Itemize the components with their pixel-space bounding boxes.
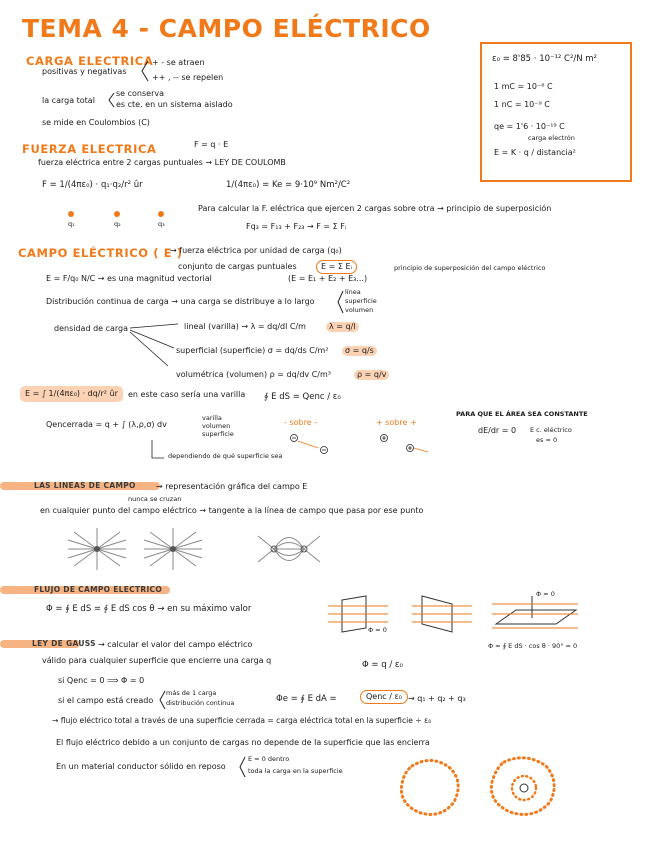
densidad-lineal-simple: λ = q/l [326,322,359,332]
gauss-heading: LEY DE GAUSS [32,639,96,648]
flux-diagram-2 [412,596,476,636]
campo-integral-note: en este caso sería una varilla [128,390,246,399]
flux-label-1: Φ = 0 [368,626,387,634]
gauss-valid: válido para cualquier superficie que encierre una carga q [42,656,272,665]
gauss-qenc: Qenc / ε₀ [360,690,408,704]
charge-dot-2 [114,211,120,217]
gauss-integral: ∮ E dS = Qenc / ε₀ [264,392,341,402]
densidad-volumetrica: volumétrica (volumen) ρ = dq/dv C/m³ [176,370,331,379]
lineas-tangente: en cualquier punto del campo eléctrico → tangente a la línea de campo que pasa por ese punto [40,506,424,515]
sobre-positivo: + sobre + [376,418,417,427]
charge-label-3: q₃ [158,220,165,228]
lineas-definition: → representación gráfica del campo E [156,482,308,491]
gauss-flujo: → flujo eléctrico total a través de una superficie cerrada = carga eléctrica total en la superficie ÷ ε₀ [52,716,432,725]
campo-heading: CAMPO ELÉCTRICO ( E ) [18,246,183,260]
sobre-negativo-diagram [290,432,350,458]
flux-phi-equation: Φ = ∮ E dS · cos θ · 90° = 0 [488,642,578,650]
sobre-negativo: - sobre - [284,418,318,427]
flux-diagram-3 [488,596,584,636]
fuerza-heading: FUERZA ELECTRICA [22,142,157,156]
densidad-superficial: superficial (superficie) σ = dq/ds C/m² [176,346,329,355]
conductor-brace [238,756,246,778]
conductor-blob-2 [488,756,560,818]
conductor-carga-superficie: toda la carga en la superficie [248,767,343,775]
constant-qe: qe = 1'6 · 10⁻¹⁹ C [494,122,565,131]
campo-conjunto-formula: E = Σ Eᵢ [316,260,357,274]
gauss-phi: Φ = q / ε₀ [362,660,403,670]
coulomb-constant: 1/(4πε₀) = Ke = 9·10⁹ Nm²/C² [226,180,351,190]
gauss-definition: → calcular el valor del campo eléctrico [98,640,253,649]
distribucion-continua: Distribución continua de carga → una carga se distribuye a lo largo [46,297,315,306]
qenc-option-volumen: volumen [202,422,231,430]
flujo-formula: Φ = ∮ E dS = ∮ E dS cos θ → en su máximo valor [46,604,252,614]
gauss-phi-e: Φe = ∮ E dA = [276,694,337,704]
dist-option-linea: línea [345,288,361,296]
carga-total-brace [107,92,115,108]
campo-vectorial: E = F/q₀ N/C → es una magnitud vectorial [46,274,212,283]
flujo-heading: FLUJO DE CAMPO ELECTRICO [34,585,163,594]
field-lines-dipole [254,526,324,572]
densidad-volumetrica-simple: ρ = q/v [354,370,389,380]
dist-option-volumen: volumen [345,306,374,314]
gauss-independiente: El flujo eléctrico debido a un conjunto de cargas no depende de la superficie que las encierra [56,738,430,747]
carga-units: se mide en Coulombios (C) [42,118,150,127]
campo-conjunto-sum: (E = E₁ + E₂ + E₃...) [288,274,368,283]
gauss-brace [158,690,166,710]
campo-integral: E = ∫ 1/(4πε₀) · dq/r² ûr [20,386,123,402]
fuerza-formula: F = q · E [194,140,229,149]
distribucion-brace [336,290,344,314]
constant-qe-note: carga electrón [528,134,575,142]
constant-e: E = K · q / distancia² [494,148,576,157]
area-constante: PARA QUE EL ÁREA SEA CONSTANTE [456,410,588,418]
flux-phi-zero: Φ = 0 [536,590,555,598]
gauss-sum: → q₁ + q₂ + q₃ [408,694,466,703]
charge-label-2: q₂ [114,220,121,228]
densidad-arrows [128,324,180,368]
campo-principio: principio de superposición del campo eléctrico [394,264,546,272]
fuerza-desc: fuerza eléctrica entre 2 cargas puntuales → LEY DE COULOMB [38,158,286,167]
charge-dot-3 [158,211,164,217]
charge-label-1: q₁ [68,220,75,228]
charge-dot-1 [68,211,74,217]
gauss-option-distribucion: distribución continua [166,699,235,707]
gauss-si-campo: si el campo está creado [58,696,154,705]
densidad-carga: densidad de carga [54,324,129,333]
dist-option-superficie: superficie [345,297,377,305]
page-title: TEMA 4 - CAMPO ELÉCTRICO [22,14,431,43]
lineas-heading: LAS LINEAS DE CAMPO [34,481,136,490]
gauss-si-cero: si Qenc = 0 ⟹ Φ = 0 [58,676,145,685]
conductor-blob-1 [398,758,464,818]
sobre-positivo-diagram [380,432,440,458]
area-formula: dE/dr = 0 [478,426,517,435]
q-encerrada: Qencerrada = q + ∫ (λ,ρ,σ) dv [46,420,167,429]
carga-repel: ++ , -- se repelen [152,73,224,82]
densidad-lineal: lineal (varilla) → λ = dq/dl C/m [184,322,306,331]
carga-total: la carga total [42,96,95,105]
qenc-arrow [150,440,166,462]
gauss-option-mas: más de 1 carga [166,689,217,697]
coulomb-formula: F = 1/(4πε₀) · q₁·q₂/r² ûr [42,180,143,190]
campo-definition: → fuerza eléctrica por unidad de carga (q₀) [170,246,342,255]
field-lines-radial-1 [66,526,128,572]
area-campo: E c. eléctrico [530,426,572,434]
qenc-dependiendo-1: dependiendo de qué superficie sea [168,452,283,460]
constant-nc: 1 nC = 10⁻⁹ C [494,100,550,109]
campo-conjunto: conjunto de cargas puntuales [178,262,297,271]
superposition-text: Para calcular la F. eléctrica que ejercen 2 cargas sobre otra → principio de superposición [198,204,552,213]
carga-heading: CARGA ELECTRICA [26,54,154,68]
constant-e0: ε₀ = 8'85 · 10⁻¹² C²/N m² [492,54,597,64]
field-lines-radial-2 [142,526,204,572]
qenc-option-superficie: superficie [202,430,234,438]
qenc-option-varilla: varilla [202,414,222,422]
conductor-text: En un material conductor sólido en reposo [56,762,226,771]
constant-mc: 1 mC = 10⁻⁶ C [494,82,553,91]
carga-conserva: se conserva [116,89,165,98]
carga-aislado: es cte. en un sistema aislado [116,100,233,109]
superposition-sum: Fq₃ = F₁₃ + F₂₃ → F = Σ Fᵢ [246,222,347,231]
conductor-e-cero: E = 0 dentro [248,755,290,763]
area-campo-2: es = 0 [536,436,558,444]
lineas-nunca: nunca se cruzan [128,495,182,503]
densidad-superficial-simple: σ = q/s [342,346,377,356]
carga-brace [140,60,150,82]
carga-attract: + - se atraen [152,58,205,67]
carga-line1: positivas y negativas [42,67,127,76]
